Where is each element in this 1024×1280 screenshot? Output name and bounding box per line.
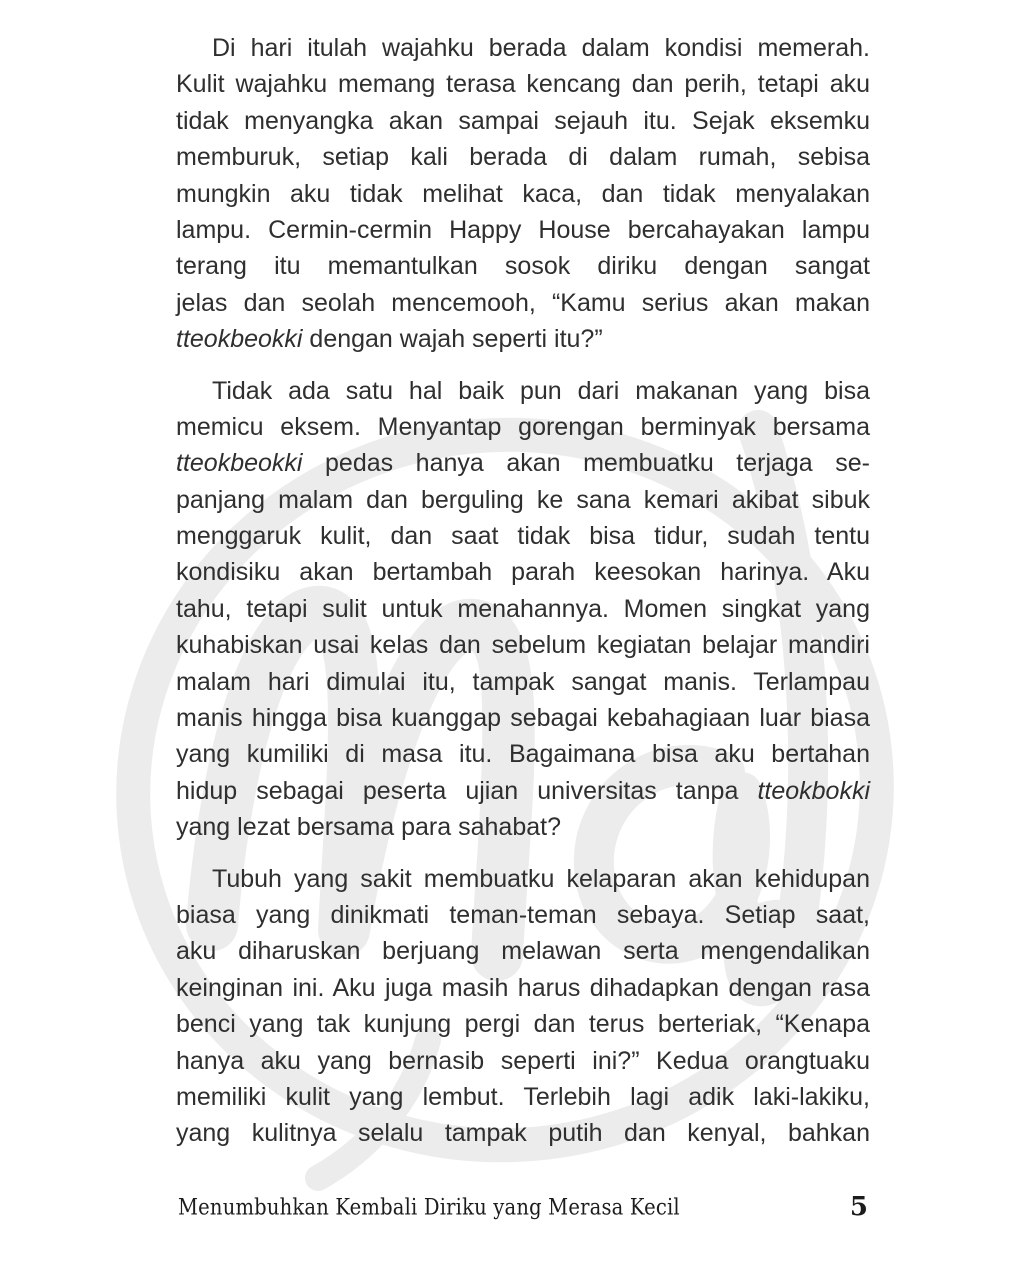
- paragraph: [176, 30, 870, 358]
- text-line: memicu eksem. Menyantap gorengan berminyak bersama: [176, 412, 870, 441]
- text-line: mungkin aku tidak melihat kaca, dan tidak menyalakan: [176, 179, 870, 208]
- text-line: hidup sebagai peserta ujian universitas tanpa tteokbokki: [176, 776, 870, 805]
- text-line: keinginan ini. Aku juga masih harus dihadapkan dengan rasa: [176, 973, 870, 1002]
- text-line: malam hari dimulai itu, tampak sangat manis. Terlampau: [176, 667, 870, 696]
- page-footer: [178, 1192, 868, 1222]
- paragraph: [176, 861, 870, 1152]
- text-line: jelas dan seolah mencemooh, “Kamu serius akan makan: [176, 288, 870, 317]
- text-line: panjang malam dan berguling ke sana kemari akibat sibuk: [176, 485, 870, 514]
- text-line: memburuk, setiap kali berada di dalam rumah, sebisa: [176, 143, 870, 172]
- text-line: yang kumiliki di masa itu. Bagaimana bisa aku bertahan: [176, 740, 870, 769]
- page-number: 5: [849, 1192, 868, 1222]
- text-line: memiliki kulit yang lembut. Terlebih lagi adik laki-lakiku,: [176, 1082, 870, 1111]
- text-line: tteokbeokki pedas hanya akan membuatku terjaga se-: [176, 449, 870, 478]
- text-line: aku diharuskan berjuang melawan serta mengendalikan: [176, 937, 870, 966]
- footer-book-title: Menumbuhkan Kembali Diriku yang Merasa Kecil: [178, 1194, 680, 1220]
- text-line: lampu. Cermin-cermin Happy House bercahayakan lampu: [176, 215, 870, 244]
- text-line: Tubuh yang sakit membuatku kelaparan akan kehidupan: [212, 864, 870, 893]
- text-line: yang kulitnya selalu tampak putih dan kenyal, bahkan: [176, 1119, 870, 1148]
- text-line: tteokbeokki dengan wajah seperti itu?”: [176, 325, 603, 354]
- page-text: [176, 30, 870, 1167]
- text-line: biasa yang dinikmati teman-teman sebaya. Setiap saat,: [176, 900, 870, 929]
- text-line: tahu, tetapi sulit untuk menahannya. Momen singkat yang: [176, 594, 870, 623]
- text-line: yang lezat bersama para sahabat?: [176, 813, 561, 842]
- text-line: Tidak ada satu hal baik pun dari makanan yang bisa: [212, 376, 870, 405]
- text-line: menggaruk kulit, dan saat tidak bisa tidur, sudah tentu: [176, 522, 870, 551]
- text-line: tidak menyangka akan sampai sejauh itu. Sejak eksemku: [176, 106, 870, 135]
- text-line: manis hingga bisa kuanggap sebagai kebahagiaan luar biasa: [176, 704, 870, 733]
- text-line: kuhabiskan usai kelas dan sebelum kegiatan belajar mandiri: [176, 631, 870, 660]
- text-line: hanya aku yang bernasib seperti ini?” Kedua orangtuaku: [176, 1046, 870, 1075]
- text-line: Kulit wajahku memang terasa kencang dan perih, tetapi aku: [176, 70, 870, 99]
- text-line: Di hari itulah wajahku berada dalam kondisi memerah.: [212, 34, 870, 62]
- text-line: terang itu memantulkan sosok diriku dengan sangat: [176, 252, 870, 281]
- text-line: kondisiku akan bertambah parah keesokan harinya. Aku: [176, 558, 870, 587]
- text-line: benci yang tak kunjung pergi dan terus berteriak, “Kenapa: [176, 1010, 870, 1039]
- paragraph: [176, 373, 870, 846]
